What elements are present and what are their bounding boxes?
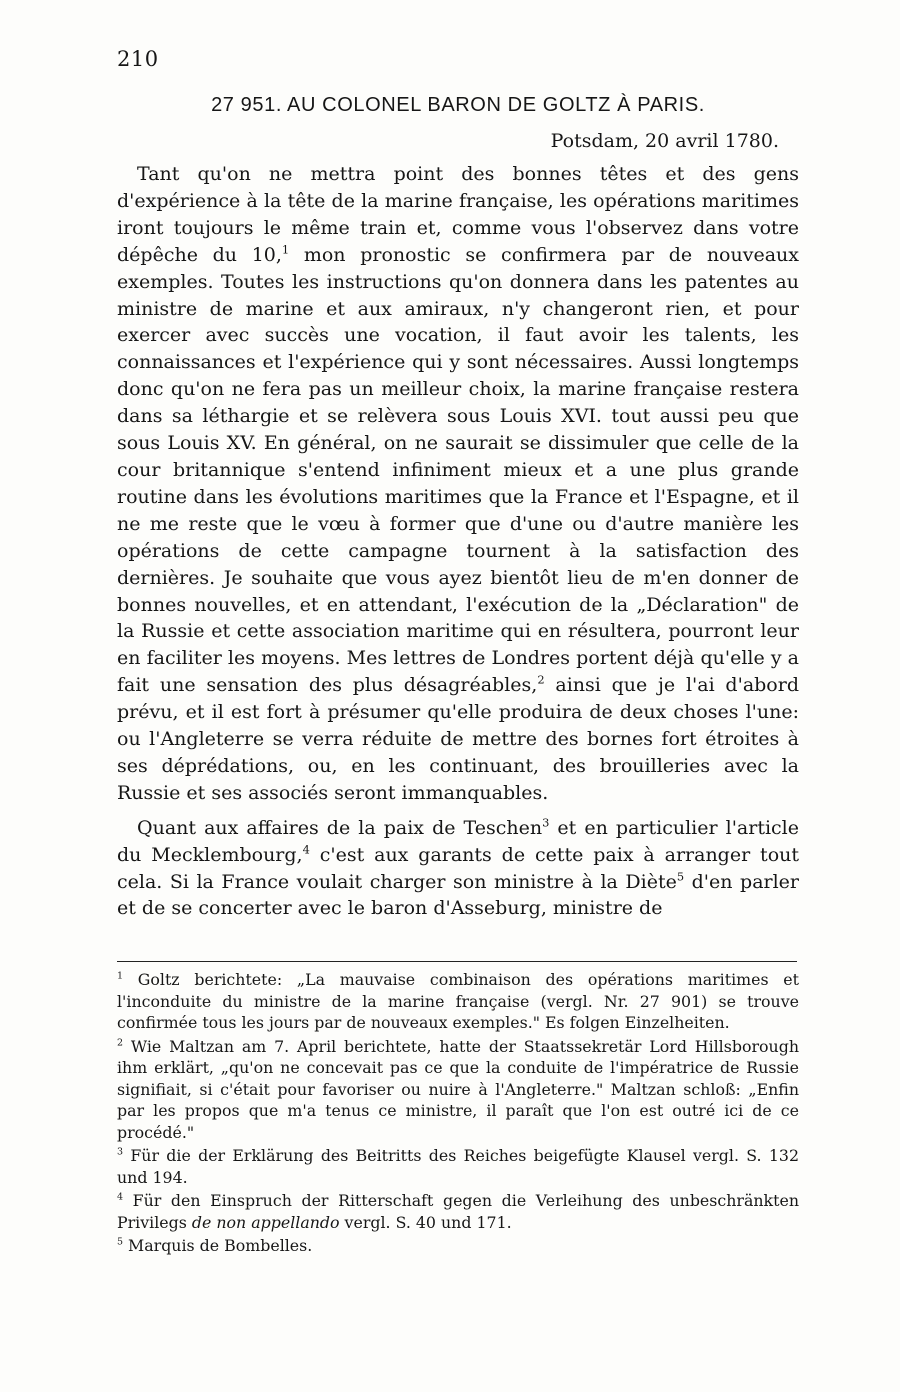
footnote-ref-5: 5 xyxy=(676,869,685,884)
body-text-segment: Quant aux affaires de la paix de Teschen xyxy=(137,816,543,839)
dateline: Potsdam, 20 avril 1780. xyxy=(550,130,779,152)
footnote-text: Für den Einspruch der Ritterschaft gegen die Verleihung des unbeschränkten Privilegs xyxy=(117,1191,799,1232)
footnote-mark: 4 xyxy=(117,1191,124,1203)
page-number: 210 xyxy=(117,47,159,71)
footnote-divider xyxy=(117,961,797,962)
footnote-ref-4: 4 xyxy=(302,842,310,857)
footnote-ref-1: 1 xyxy=(281,242,290,257)
footnote-text: Für die der Erklärung des Beitritts des Reiches beigefügte Klausel vergl. S. 132 und 194. xyxy=(117,1146,799,1187)
body-paragraph-1 xyxy=(117,161,799,807)
footnote-4 xyxy=(117,1190,799,1233)
body-text-segment: ainsi que je l'ai d'abord prévu, et il est fort à présumer qu'elle produira de deux choses l'une: ou l'Angleterre se verra réduite de mettre des bornes fort étroites à ses déprédations, ou, en les continuant, des brouilleries avec la Russie et ses associés seront immanquables. xyxy=(117,674,799,804)
footnote-5 xyxy=(117,1235,799,1257)
body-text-segment: Tant qu'on ne mettra point des bonnes têtes et des gens d'expérience à la tête de la marine française, les opérations maritimes iront toujours le même train et, comme vous l'observez dans votre dépêche du 10, xyxy=(117,163,799,266)
letter-title: 27 951. AU COLONEL BARON DE GOLTZ À PARIS. xyxy=(211,94,705,116)
footnote-text: vergl. S. 40 und 171. xyxy=(339,1212,512,1232)
body-text-segment: c'est aux garants de cette paix à arranger tout cela. Si la France voulait charger son ministre à la Diète xyxy=(117,843,800,893)
footnote-ref-2: 2 xyxy=(537,672,545,687)
body-paragraph-2 xyxy=(117,815,799,923)
letter-body xyxy=(117,161,799,922)
footnote-italic-term: de non appellando xyxy=(191,1212,340,1232)
body-text-segment: d'en parler et de se concerter avec le baron d'Asseburg, ministre de xyxy=(117,870,800,920)
body-text-segment: et en particulier l'article du Mecklembourg, xyxy=(117,816,800,866)
footnote-mark: 3 xyxy=(117,1146,124,1158)
footnote-3 xyxy=(117,1145,799,1188)
footnote-text: Wie Maltzan am 7. April berichtete, hatte der Staatssekretär Lord Hillsborough ihm erklärt, „qu'on ne concevait pas ce que la conduite de l'impératrice de Russie signifiait, si c'était pour favoriser ou nuire à l'Angleterre." Maltzan schloß: „Enfin par les propos que m'a tenus ce ministre, il paraît que l'on est outré ici de ce procédé." xyxy=(117,1036,799,1142)
footnotes xyxy=(117,969,799,1259)
footnote-mark: 2 xyxy=(117,1037,124,1049)
footnote-2 xyxy=(117,1036,799,1144)
footnote-text: Marquis de Bombelles. xyxy=(123,1236,313,1255)
footnote-mark: 1 xyxy=(117,970,124,982)
footnote-text: Goltz berichtete: „La mauvaise combinaison des opérations maritimes et l'inconduite du ministre de la marine française (vergl. Nr. 27 901) se trouve confirmée tous les jours par de nouveaux exemples." Es folgen Einzelheiten. xyxy=(117,970,799,1032)
footnote-1 xyxy=(117,969,799,1034)
footnote-ref-3: 3 xyxy=(542,815,550,830)
body-text-segment: mon pronostic se confirmera par de nouveaux exemples. Toutes les instructions qu'on donnera dans les patentes au ministre de marine et aux amiraux, n'y changeront rien, et pour exercer avec succès une vocation, il faut avoir les talents, les connaissances et l'expérience qui y sont nécessaires. Aussi longtemps donc qu'on ne fera pas un meilleur choix, la marine française restera dans sa léthargie et se relèvera sous Louis XVI. tout aussi peu que sous Louis XV. En général, on ne saurait se dissimuler que celle de la cour britannique s'entend infiniment mieux et a une plus grande routine dans les évolutions maritimes que la France et l'Espagne, et il ne me reste que le vœu à former que d'une ou d'autre manière les opérations de cette campagne tournent à la satisfaction des dernières. Je souhaite que vous ayez bientôt lieu de m'en donner de bonnes nouvelles, et en attendant, l'exécution de la „Déclaration" de la Russie et cette association maritime qui en résultera, pourront leur en faciliter les moyens. Mes lettres de Londres portent déjà qu'elle y a fait une sensation des plus désagréables, xyxy=(117,243,799,697)
footnote-mark: 5 xyxy=(117,1236,124,1248)
